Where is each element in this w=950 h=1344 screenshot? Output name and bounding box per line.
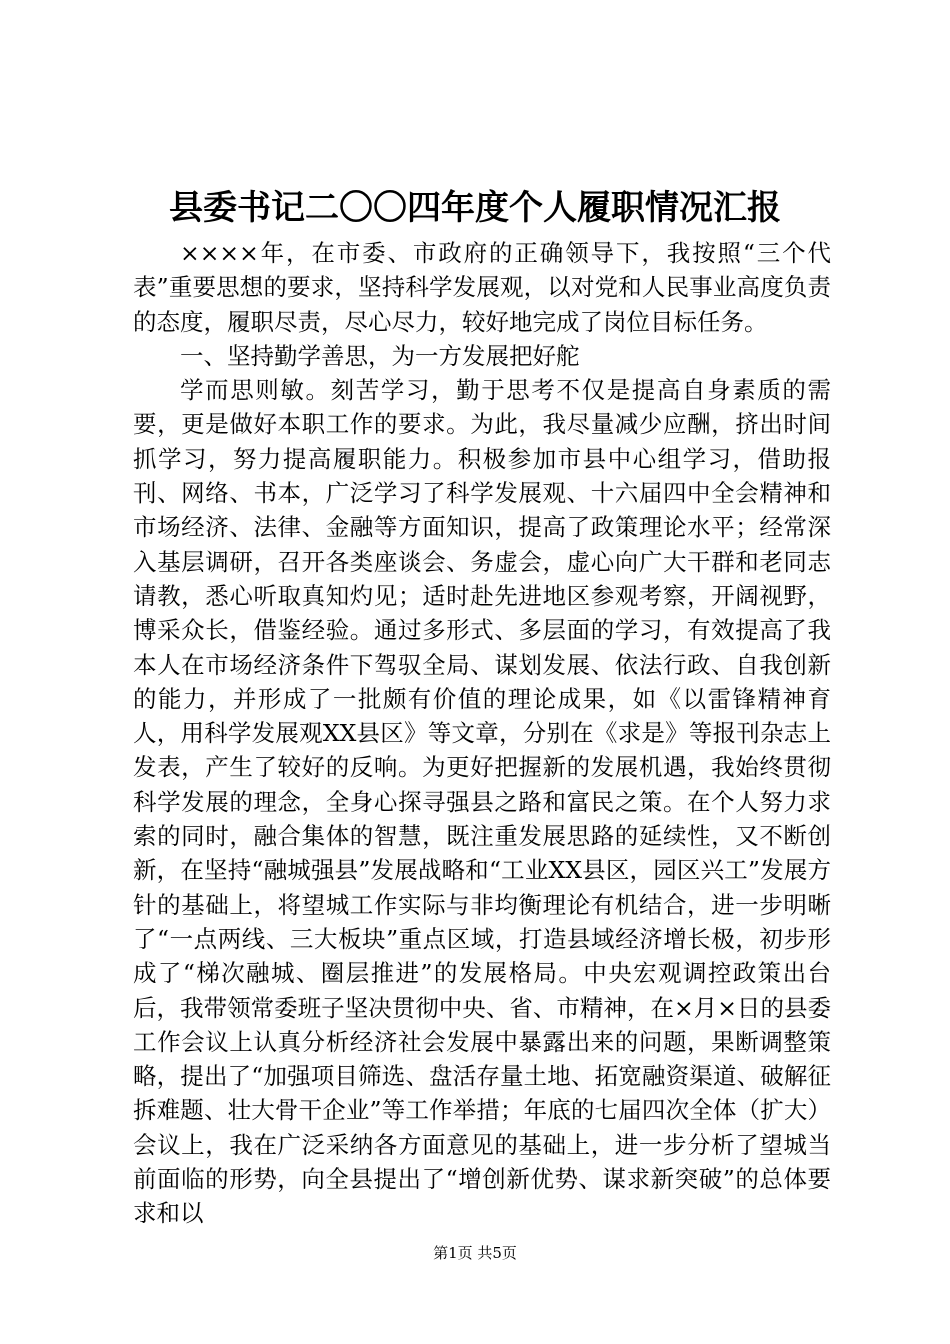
paragraph-study: 学而思则敏。刻苦学习，勤于思考不仅是提高自身素质的需要，更是做好本职工作的要求。为此，我尽量减少应酬，挤出时间抓学习，努力提高履职能力。积极参加市县中心组学习，借助报刊、网络、书本，广泛学习了科学发展观、十六届四中全会精神和市场经济、法律、金融等方面知识，提高了政策理论水平；经常深入基层调研，召开各类座谈会、务虚会，虚心向广大干群和老同志请教，悉心听取真知灼见；适时赴先进地区参观考察，开阔视野，博采众长，借鉴经验。通过多形式、多层面的学习，有效提高了我本人在市场经济条件下驾驭全局、谋划发展、依法行政、自我创新的能力，并形成了一批颇有价值的理论成果，如《以雷锋精神育人，用科学发展观XX县区》等文章，分别在《求是》等报刊杂志上发表，产生了较好的反响。为更好把握新的发展机遇，我始终贯彻科学发展的理念，全身心探寻强县之路和富民之策。在个人努力求索的同时，融合集体的智慧，既注重发展思路的延续性，又不断创新，在坚持“融城强县”发展战略和“工业XX县区，园区兴工”发展方针的基础上，将望城工作实际与非均衡理论有机结合，进一步明晰了“一点两线、三大板块”重点区域，打造县域经济增长极，初步形成了“梯次融城、圈层推进”的发展格局。中央宏观调控政策出台后，我带领常委班子坚决贯彻中央、省、市精神，在×月×日的县委工作会议上认真分析经济社会发展中暴露出来的问题，果断调整策略，提出了“加强项目筛选、盘活存量土地、拓宽融资渠道、破解征拆难题、壮大骨干企业”等工作举措；年底的七届四次全体（扩大）会议上，我在广泛采纳各方面意见的基础上，进一步分析了望城当前面临的形势，向全县提出了“增创新优势、谋求新突破”的总体要求和以: [133, 376, 831, 1228]
paragraph-intro: ××××年，在市委、市政府的正确领导下，我按照“三个代表”重要思想的要求，坚持科学发展观，以对党和人民事业高度负责的态度，履职尽责，尽心尽力，较好地完成了岗位目标任务。: [133, 239, 831, 336]
section-heading: 一、坚持勤学善思，为一方发展把好舵: [180, 341, 580, 370]
document-body: [133, 236, 831, 1231]
document-title: 县委书记二〇〇四年度个人履职情况汇报: [169, 188, 781, 228]
page-number: 第1页 共5页: [433, 1244, 517, 1262]
